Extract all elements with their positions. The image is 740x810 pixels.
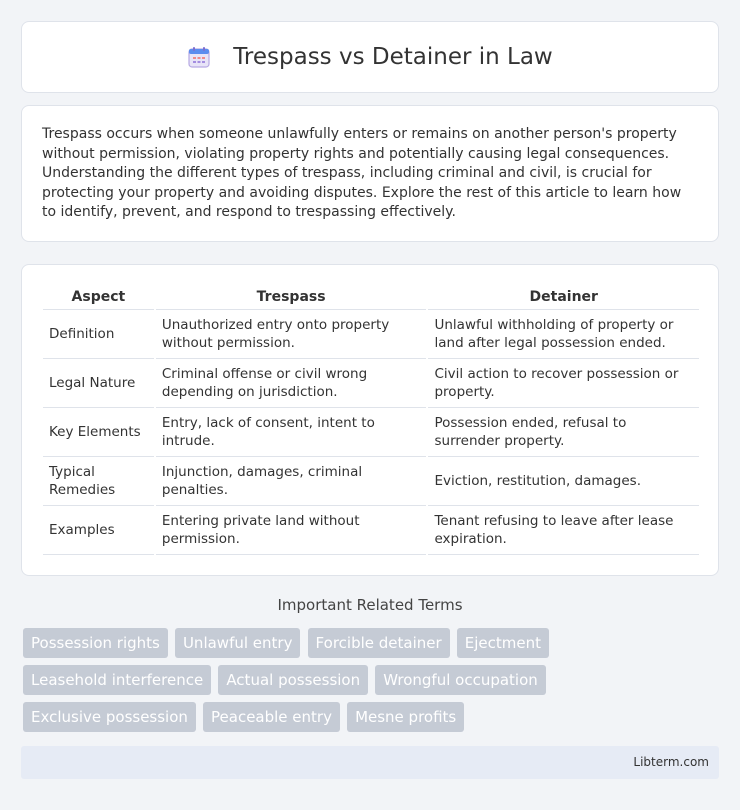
row-trespass: Entry, lack of consent, intent to intrude. [156,408,426,457]
table-row [43,506,699,555]
table-row [43,310,699,359]
footer-site-link[interactable]: Libterm.com [633,755,709,769]
row-detainer: Tenant refusing to leave after lease expiration. [428,506,699,555]
comparison-card [21,264,719,576]
tag-unlawful-entry[interactable]: Unlawful entry [175,628,301,658]
row-aspect: Typical Remedies [43,457,154,506]
table-row [43,359,699,408]
row-detainer: Possession ended, refusal to surrender property. [428,408,699,457]
related-terms-list [23,628,723,739]
row-trespass: Unauthorized entry onto property without permission. [156,310,426,359]
related-terms-title: Important Related Terms [277,596,463,614]
header-card [21,21,719,93]
tag-peaceable-entry[interactable]: Peaceable entry [203,702,340,732]
header-detainer: Detainer [428,284,699,310]
footer [21,746,719,779]
tag-wrongful-occupation[interactable]: Wrongful occupation [375,665,546,695]
row-trespass: Injunction, damages, criminal penalties. [156,457,426,506]
tag-mesne-profits[interactable]: Mesne profits [347,702,464,732]
tag-leasehold-interference[interactable]: Leasehold interference [23,665,211,695]
row-aspect: Definition [43,310,154,359]
row-aspect: Examples [43,506,154,555]
table-row [43,457,699,506]
page-title: Trespass vs Detainer in Law [233,44,553,70]
row-trespass: Criminal offense or civil wrong depending on jurisdiction. [156,359,426,408]
header-aspect: Aspect [43,284,154,310]
row-detainer: Eviction, restitution, damages. [428,457,699,506]
row-aspect: Key Elements [43,408,154,457]
row-detainer: Unlawful withholding of property or land after legal possession ended. [428,310,699,359]
table-header-row [43,284,699,310]
row-aspect: Legal Nature [43,359,154,408]
row-trespass: Entering private land without permission. [156,506,426,555]
header-trespass: Trespass [156,284,426,310]
intro-card [21,105,719,242]
intro-text: Trespass occurs when someone unlawfully enters or remains on another person's property without permission, violating property rights and potentially causing legal consequences. Understanding the different types of trespass, including criminal and civil, is crucial for protecting your property and avoiding disputes. Explore the rest of this article to learn how to identify, prevent, and respond to trespassing effectively. [42,126,682,220]
table-row [43,408,699,457]
comparison-table [43,284,699,555]
tag-exclusive-possession[interactable]: Exclusive possession [23,702,196,732]
tag-actual-possession[interactable]: Actual possession [218,665,368,695]
tag-ejectment[interactable]: Ejectment [457,628,549,658]
tag-forcible-detainer[interactable]: Forcible detainer [308,628,450,658]
tag-possession-rights[interactable]: Possession rights [23,628,168,658]
row-detainer: Civil action to recover possession or property. [428,359,699,408]
calendar-icon [187,45,211,69]
